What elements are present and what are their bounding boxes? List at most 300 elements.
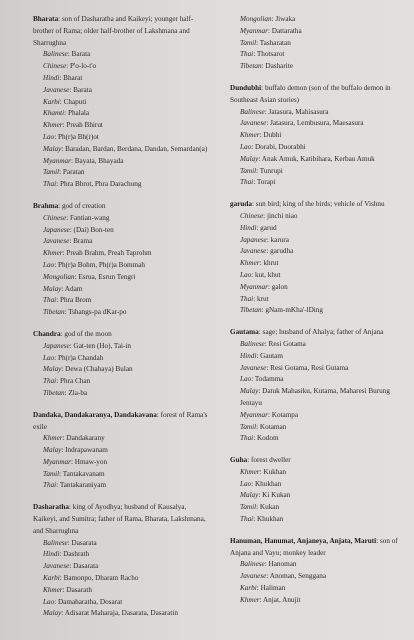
translation-value: Adam: [64, 284, 83, 293]
translation-row: [33, 167, 211, 179]
language-name: Thai: [43, 481, 57, 490]
language-name: Karbi: [43, 574, 60, 583]
language-name: Myanmar: [43, 457, 71, 466]
separator: :: [253, 515, 257, 524]
translation-row: [33, 561, 211, 573]
language-name: Tibetan: [240, 306, 262, 315]
separator: :: [266, 119, 271, 128]
translation-value: Jiwaka: [275, 15, 296, 23]
translation-row: [33, 225, 211, 237]
separator: :: [59, 469, 63, 478]
translation-value: Barata: [73, 85, 92, 94]
entry-definition: : son of Dasharatha and Kaikeyi; younger half-brother of Rama; older half-brother of Lakshmana and Sharrughna: [33, 15, 194, 47]
separator: :: [271, 15, 276, 23]
language-name: Thai: [43, 296, 57, 305]
separator: :: [259, 467, 264, 476]
translation-row: [230, 26, 408, 38]
translation-row: [230, 246, 408, 258]
translation-value: Ph(r)a Bh(r)ot: [57, 132, 99, 141]
separator: :: [261, 62, 266, 71]
separator: :: [267, 410, 272, 419]
separator: :: [256, 223, 261, 232]
translation-value: garudha: [270, 247, 294, 256]
entry-heading: [230, 455, 408, 467]
translation-value: gNam-mKha'-lDing: [265, 306, 323, 315]
translation-value: Datuk Mahasiku, Kutama, Maharesi Burung Jentayu: [240, 387, 390, 407]
language-name: Karbi: [240, 584, 257, 593]
translation-row: [33, 480, 211, 492]
language-name: Javanese: [240, 247, 267, 256]
translation-row: [33, 341, 211, 353]
translation-row: [230, 571, 408, 583]
separator: :: [61, 284, 65, 293]
language-name: Tamil: [240, 503, 257, 512]
translation-value: (Dai) Bon-ten: [73, 225, 114, 234]
separator: :: [70, 457, 75, 466]
translation-row: [230, 61, 408, 73]
separator: :: [56, 481, 60, 490]
glossary-entry: [230, 199, 408, 317]
translation-row: [33, 156, 211, 168]
translation-value: Esrua, Esrun Tengri: [78, 272, 136, 281]
translation-value: Jatasura, Lembusura, Maesasura: [270, 119, 364, 128]
separator: :: [259, 131, 264, 140]
translation-value: Dorabi, Duorabhi: [254, 142, 306, 151]
language-name: Malay: [43, 144, 62, 153]
translation-row: [230, 490, 408, 502]
separator: :: [267, 26, 272, 35]
translation-row: [230, 49, 408, 61]
translation-row: [33, 469, 211, 481]
glossary-entry: [33, 410, 211, 493]
entry-heading: [230, 83, 408, 107]
separator: :: [258, 154, 262, 163]
language-name: Tamil: [43, 469, 60, 478]
language-name: Khmer: [43, 121, 63, 130]
entry-definition: : king of Ayodhya; husband of Kausalya, Kaikeyi, and Sumitra; father of Rama, Bharata, Lakshmana, and Sharrughna: [33, 503, 206, 535]
separator: :: [69, 85, 74, 94]
translation-value: Kodom: [256, 434, 279, 443]
language-name: Malay: [43, 446, 62, 455]
language-name: Lao: [43, 597, 55, 606]
entry-heading: [230, 327, 408, 339]
separator: :: [61, 144, 66, 153]
glossary-entry: [33, 329, 211, 400]
separator: :: [67, 538, 72, 547]
translation-row: [230, 502, 408, 514]
glossary-entry: [33, 502, 211, 620]
language-name: Myanmar: [240, 282, 268, 291]
separator: :: [59, 574, 64, 583]
translation-row: [33, 573, 211, 585]
language-name: Malay: [43, 609, 62, 618]
translation-value: Tasharatan: [259, 38, 291, 47]
language-name: Chinese: [240, 211, 264, 220]
language-name: Japanese: [43, 225, 70, 234]
left-column: [33, 14, 211, 630]
language-name: Thai: [43, 180, 57, 189]
glossary-entry: [33, 201, 211, 319]
separator: :: [256, 422, 260, 431]
translation-value: Phra Chan: [59, 377, 91, 386]
language-name: Japanese: [240, 235, 267, 244]
language-name: Khmer: [240, 467, 260, 476]
translation-row: [33, 73, 211, 85]
translation-row: [230, 154, 408, 166]
translation-value: Adisarat Maharaja, Dasarata, Dasaratin: [64, 609, 178, 618]
translation-row: [33, 597, 211, 609]
translation-row: [230, 223, 408, 235]
translation-value: Jatasura, Mahisasura: [268, 107, 329, 116]
language-name: Lao: [43, 132, 55, 141]
translation-row: [33, 236, 211, 248]
translation-row: [33, 376, 211, 388]
translation-row: [33, 260, 211, 272]
translation-row: [33, 272, 211, 284]
language-name: Myanmar: [240, 26, 268, 35]
translation-value: Kotaman: [259, 422, 287, 431]
separator: :: [266, 247, 271, 256]
separator: :: [258, 491, 263, 500]
translation-row: [33, 144, 211, 156]
separator: :: [251, 270, 255, 279]
language-name: Tamil: [240, 422, 257, 431]
separator: :: [61, 446, 66, 455]
translation-value: Phra Brom: [59, 296, 92, 305]
translation-value: Dasarata: [71, 538, 97, 547]
separator: :: [256, 351, 261, 360]
separator: :: [61, 365, 66, 374]
glossary-entry: [230, 14, 408, 73]
separator: :: [64, 109, 68, 118]
glossary-entry: [230, 455, 408, 526]
translation-row: [33, 307, 211, 319]
language-name: Thai: [240, 515, 254, 524]
translation-value: Dubhi: [263, 131, 282, 140]
translation-value: Ph(r)a Chandah: [57, 353, 104, 362]
language-name: Balinese: [240, 107, 265, 116]
translation-value: Khukhan: [254, 479, 282, 488]
separator: :: [256, 38, 260, 47]
language-name: Khmer: [43, 585, 63, 594]
translation-row: [230, 305, 408, 317]
translation-value: Dasarata: [73, 562, 99, 571]
language-name: Balinese: [43, 50, 68, 59]
translation-value: Anoman, Senggana: [269, 572, 327, 581]
translation-value: jinchi niao: [266, 211, 298, 220]
language-name: Tibetan: [43, 308, 65, 317]
separator: :: [264, 339, 269, 348]
translation-value: Dandakarany: [66, 434, 105, 443]
separator: :: [64, 308, 69, 317]
entry-heading: [33, 14, 211, 49]
entry-term: Dundubhi: [230, 83, 262, 92]
separator: :: [69, 341, 74, 350]
separator: :: [69, 225, 74, 234]
translation-value: Ki Kukan: [262, 491, 291, 500]
language-name: Tibetan: [43, 388, 65, 397]
language-name: Thai: [240, 434, 254, 443]
language-name: Myanmar: [43, 156, 71, 165]
translation-value: Dashrath: [63, 550, 90, 559]
separator: :: [54, 597, 58, 606]
separator: :: [266, 363, 271, 372]
separator: :: [253, 294, 257, 303]
translation-row: [230, 130, 408, 142]
translation-row: [33, 248, 211, 260]
separator: :: [263, 211, 267, 220]
separator: :: [62, 249, 67, 258]
translation-value: Dewa (Chahaya) Bulan: [65, 365, 133, 374]
language-name: Malay: [240, 154, 259, 163]
separator: :: [67, 50, 72, 59]
entry-definition: : buffalo demon (son of the buffalo demon in Southeast Asian stories): [230, 83, 391, 104]
entry-definition: : forest dweller: [247, 456, 291, 465]
translation-row: [33, 49, 211, 61]
translation-row: [230, 351, 408, 363]
language-name: Khmer: [240, 595, 260, 604]
separator: :: [253, 434, 257, 443]
translation-row: [230, 166, 408, 178]
language-name: Myanmar: [240, 410, 268, 419]
translation-value: Chaputi: [63, 97, 87, 106]
translation-row: [33, 457, 211, 469]
language-name: Thai: [43, 377, 57, 386]
language-name: Lao: [240, 270, 252, 279]
translation-value: Barata: [71, 50, 91, 59]
translation-row: [230, 258, 408, 270]
translation-value: Hanoman: [268, 560, 297, 569]
translation-value: karura: [270, 235, 289, 244]
language-name: Lao: [43, 260, 55, 269]
entry-term: Dandaka, Dandakaranya, Dandakavana: [33, 410, 157, 419]
translation-value: Paratan: [62, 168, 85, 177]
translation-value: Preah Brahm, Preah Taprohm: [66, 249, 152, 258]
translation-value: Indrapawanam: [65, 446, 108, 455]
translation-value: Khukhan: [256, 515, 284, 524]
separator: :: [266, 572, 270, 581]
language-name: Lao: [240, 479, 252, 488]
separator: :: [59, 97, 64, 106]
separator: :: [62, 121, 67, 130]
language-name: Hindi: [240, 351, 257, 360]
language-name: Balinese: [240, 560, 265, 569]
translation-value: Gat-ten (Ho), Tai-in: [73, 341, 131, 350]
separator: :: [256, 584, 261, 593]
translation-row: [33, 120, 211, 132]
language-name: Chinese: [43, 213, 67, 222]
translation-row: [230, 467, 408, 479]
translation-row: [33, 132, 211, 144]
language-name: Khmer: [240, 131, 260, 140]
glossary-entry: [230, 327, 408, 445]
separator: :: [70, 156, 75, 165]
translation-row: [33, 585, 211, 597]
language-name: Malay: [240, 387, 259, 396]
separator: :: [258, 387, 263, 396]
translation-row: [33, 549, 211, 561]
language-name: Javanese: [43, 85, 70, 94]
entry-definition: : sage; husband of Ahalya; father of Anjana: [258, 328, 384, 337]
translation-value: Brama: [73, 237, 93, 246]
entry-heading: [33, 502, 211, 537]
translation-value: Ph(r)a Bohm, Ph(r)a Bommah: [57, 260, 146, 269]
translation-value: Kukhan: [263, 467, 287, 476]
language-name: Tibetan: [240, 62, 262, 71]
language-name: Malay: [43, 284, 62, 293]
language-name: Thai: [240, 50, 254, 59]
language-name: Japanese: [43, 341, 70, 350]
separator: :: [256, 503, 260, 512]
language-name: Javanese: [240, 119, 267, 128]
translation-value: krut: [256, 294, 269, 303]
translation-value: Zla-ba: [68, 388, 88, 397]
language-name: Lao: [240, 375, 252, 384]
entry-term: Dasharatha: [33, 503, 69, 512]
language-name: Khmer: [43, 249, 63, 258]
separator: :: [251, 142, 255, 151]
separator: :: [256, 166, 260, 175]
translation-value: Torapi: [256, 178, 276, 187]
translation-value: Damaharatha, Dosarat: [57, 597, 123, 606]
separator: :: [251, 479, 255, 488]
translation-row: [230, 270, 408, 282]
language-name: Karbi: [43, 97, 60, 106]
translation-value: Thotsarot: [256, 50, 285, 59]
translation-value: Preah Bhirut: [66, 121, 103, 130]
translation-row: [230, 142, 408, 154]
translation-row: [33, 284, 211, 296]
language-name: Khmer: [43, 434, 63, 443]
translation-row: [33, 179, 211, 191]
translation-value: Tantakavanam: [62, 469, 105, 478]
translation-value: Bamonpo, Dharam Racho: [63, 574, 139, 583]
translation-row: [230, 433, 408, 445]
translation-value: Phalala: [67, 109, 90, 118]
separator: :: [69, 237, 74, 246]
separator: :: [59, 550, 64, 559]
separator: :: [59, 73, 64, 82]
separator: :: [264, 560, 269, 569]
translation-row: [230, 211, 408, 223]
translation-value: Phra Bhrot, Phra Darachung: [59, 180, 142, 189]
separator: :: [267, 282, 272, 291]
separator: :: [62, 434, 67, 443]
translation-row: [33, 213, 211, 225]
translation-value: Haliman: [260, 584, 286, 593]
right-column: [230, 14, 408, 617]
separator: :: [54, 260, 58, 269]
translation-row: [230, 339, 408, 351]
translation-value: Resi Gotama: [268, 339, 306, 348]
translation-value: Dasharite: [265, 62, 293, 71]
translation-row: [230, 559, 408, 571]
separator: :: [266, 235, 271, 244]
entry-definition: : forest of Rama's exile: [33, 410, 208, 431]
translation-value: Gautam: [260, 351, 283, 360]
translation-value: Dattaratha: [271, 26, 302, 35]
translation-row: [33, 108, 211, 120]
translation-row: [33, 61, 211, 73]
translation-value: galon: [271, 282, 288, 291]
language-name: Lao: [43, 353, 55, 362]
language-name: Tamil: [240, 38, 257, 47]
separator: :: [259, 259, 264, 268]
translation-row: [230, 410, 408, 422]
separator: :: [66, 213, 70, 222]
language-name: Balinese: [240, 339, 265, 348]
language-name: Mongolian: [43, 272, 75, 281]
translation-row: [230, 386, 408, 410]
translation-value: garud: [260, 223, 277, 232]
language-name: Chinese: [43, 62, 67, 71]
entry-heading: [230, 536, 408, 560]
language-name: Hindi: [43, 550, 60, 559]
language-name: Javanese: [240, 363, 267, 372]
translation-value: Tantakaraniyam: [59, 481, 107, 490]
separator: :: [251, 375, 255, 384]
separator: :: [56, 296, 60, 305]
translation-value: kut, khut: [254, 270, 281, 279]
separator: :: [259, 595, 263, 604]
entry-term: Chandra: [33, 329, 61, 338]
entry-term: garuda: [230, 200, 252, 209]
language-name: Khmer: [240, 259, 260, 268]
translation-row: [230, 583, 408, 595]
glossary-entry: [230, 83, 408, 189]
translation-row: [230, 595, 408, 607]
entry-definition: : son of Anjana and Vayu; monkey leader: [230, 536, 398, 557]
translation-value: Bayata, Bhayada: [74, 156, 124, 165]
language-name: Tamil: [43, 168, 60, 177]
translation-row: [230, 118, 408, 130]
separator: :: [54, 132, 58, 141]
translation-row: [230, 107, 408, 119]
translation-value: khrut: [263, 259, 279, 268]
translation-row: [33, 445, 211, 457]
translation-row: [33, 364, 211, 376]
entry-term: Bharata: [33, 15, 59, 23]
translation-value: Dasarath: [66, 585, 92, 594]
language-name: Hindi: [240, 223, 257, 232]
language-name: Balinese: [43, 538, 68, 547]
separator: :: [261, 306, 266, 315]
separator: :: [62, 585, 67, 594]
translation-value: Baradan, Bardan, Berdana, Dandan, Semardan(a): [65, 144, 208, 153]
language-name: Mongolian: [240, 15, 272, 23]
translation-row: [33, 433, 211, 445]
entry-term: Brahma: [33, 201, 59, 210]
separator: :: [56, 377, 60, 386]
entry-term: Hanuman, Hanumat, Anjaneya, Anjata, Maruti: [230, 536, 377, 545]
separator: :: [64, 388, 69, 397]
language-name: Lao: [240, 142, 252, 151]
language-name: Javanese: [240, 572, 267, 581]
separator: :: [54, 353, 58, 362]
language-name: Malay: [240, 491, 259, 500]
translation-value: Fantian-wang: [69, 213, 110, 222]
translation-value: Kukan: [259, 503, 280, 512]
translation-row: [230, 374, 408, 386]
entry-heading: [33, 201, 211, 213]
translation-row: [230, 38, 408, 50]
entry-heading: [33, 329, 211, 341]
translation-row: [230, 294, 408, 306]
language-name: Javanese: [43, 562, 70, 571]
translation-row: [230, 235, 408, 247]
entry-heading: [33, 410, 211, 434]
translation-value: Bharat: [63, 73, 83, 82]
